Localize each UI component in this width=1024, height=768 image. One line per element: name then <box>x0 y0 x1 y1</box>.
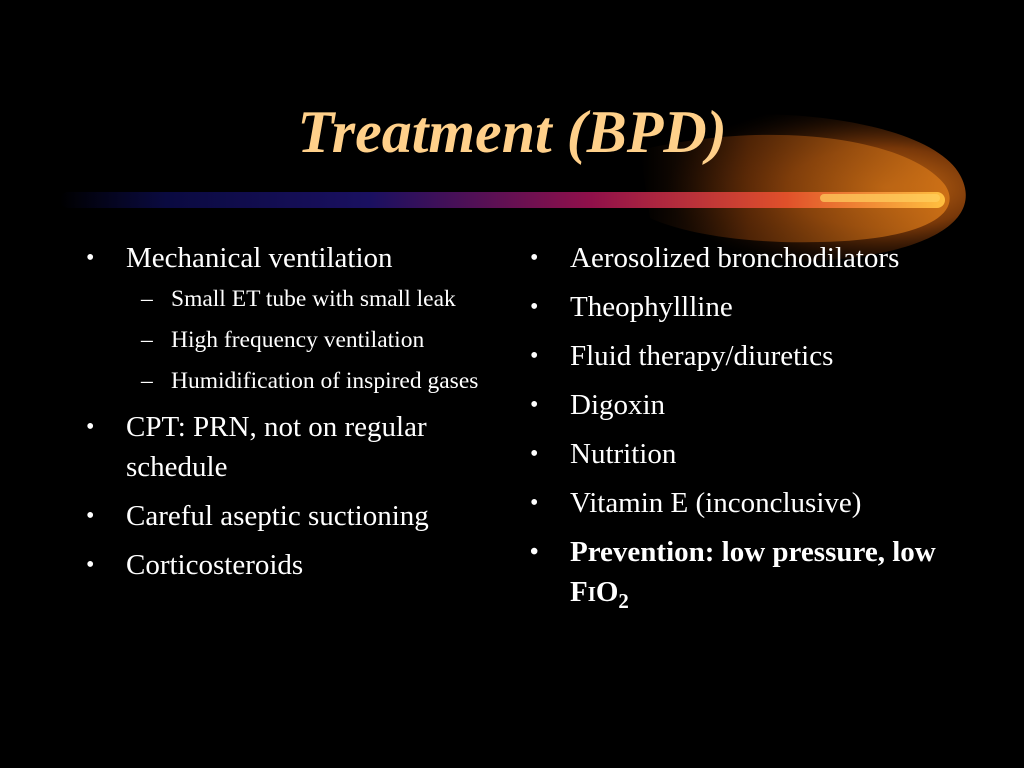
bullet-icon: • <box>530 539 539 565</box>
bullet-icon: • <box>530 245 539 271</box>
list-item-text: CPT: PRN, not on regular schedule <box>126 411 427 483</box>
sub-list-item-text: High frequency ventilation <box>171 327 425 353</box>
left-column <box>86 238 506 594</box>
list-item <box>530 385 990 425</box>
slide-title: Treatment (BPD) <box>297 99 727 165</box>
list-item-text: Mechanical ventilation <box>126 242 393 274</box>
bullet-icon: • <box>530 294 539 320</box>
list-item <box>530 483 990 523</box>
dash-icon: – <box>141 286 153 312</box>
list-item-text: Corticosteroids <box>126 549 304 581</box>
right-column <box>530 238 990 623</box>
list-item <box>530 336 990 376</box>
bullet-icon: • <box>86 245 95 271</box>
sub-list-item <box>126 282 506 316</box>
list-item <box>86 238 506 398</box>
fio2-i: I <box>587 582 596 606</box>
list-item-text: Digoxin <box>570 389 666 421</box>
bullet-icon: • <box>86 503 95 529</box>
sub-list-item <box>126 323 506 357</box>
list-item-text: Aerosolized bronchodilators <box>570 242 900 274</box>
list-item-text: Theophyllline <box>570 291 733 323</box>
list-item-text <box>570 536 936 613</box>
sub-list-item-text: Humidification of inspired gases <box>171 368 479 394</box>
list-item <box>530 287 990 327</box>
bullet-icon: • <box>530 343 539 369</box>
list-item-text: Nutrition <box>570 438 677 470</box>
fio2-subscript: 2 <box>618 588 629 613</box>
list-item <box>530 434 990 474</box>
list-item-text: Fluid therapy/diuretics <box>570 340 834 372</box>
list-item <box>86 496 506 536</box>
list-item-text: Vitamin E (inconclusive) <box>570 487 862 519</box>
bullet-icon: • <box>86 552 95 578</box>
list-item <box>86 545 506 585</box>
bullet-icon: • <box>530 392 539 418</box>
sub-list-item-text: Small ET tube with small leak <box>171 286 456 312</box>
fio2-o: O <box>595 576 619 608</box>
bullet-icon: • <box>530 490 539 516</box>
divider-bar-highlight <box>820 194 940 202</box>
sub-list-item <box>126 364 506 398</box>
dash-icon: – <box>141 327 153 353</box>
prevention-text: Prevention: low pressure, low F <box>570 536 936 608</box>
list-item <box>530 238 990 278</box>
sub-bullet-list <box>126 282 506 398</box>
bullet-icon: • <box>86 414 95 440</box>
dash-icon: – <box>141 368 153 394</box>
list-item-text: Careful aseptic suctioning <box>126 500 429 532</box>
list-item-prevention <box>530 532 990 614</box>
bullet-icon: • <box>530 441 539 467</box>
divider-bar <box>60 192 945 208</box>
right-bullet-list <box>530 238 990 614</box>
left-bullet-list <box>86 238 506 585</box>
list-item <box>86 407 506 487</box>
